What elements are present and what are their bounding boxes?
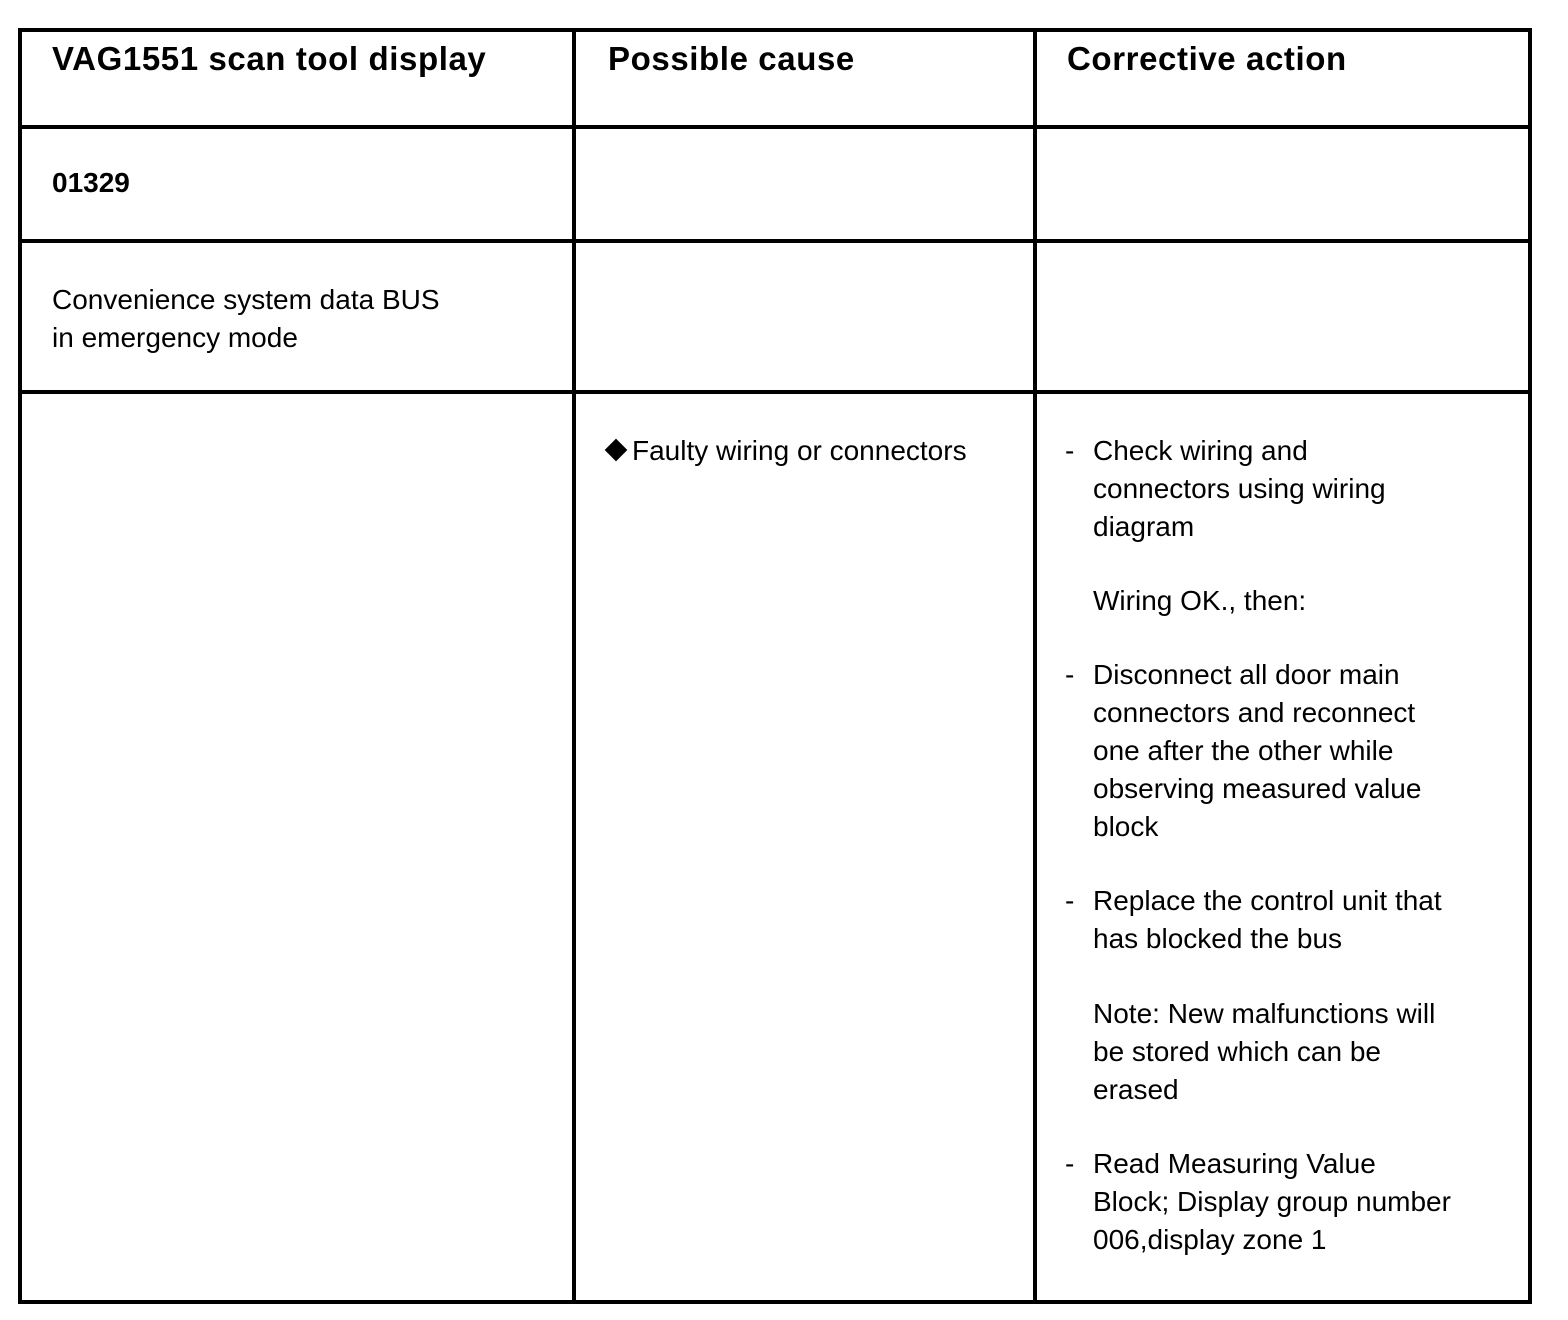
action-note — [1065, 995, 1498, 1109]
fault-description — [20, 241, 574, 392]
action-line: connectors using wiring — [1093, 473, 1386, 504]
table-row — [20, 127, 1530, 241]
action-line: observing measured value — [1093, 773, 1422, 804]
possible-cause-cell — [574, 392, 1035, 1302]
possible-cause-text: Faulty wiring or connectors — [632, 435, 967, 466]
action-line: be stored which can be — [1093, 1036, 1381, 1067]
dash-bullet: - — [1065, 659, 1075, 690]
action-line: Note: New malfunctions will — [1093, 998, 1436, 1029]
fault-table — [18, 28, 1532, 1304]
action-line: block — [1093, 811, 1159, 842]
action-line: erased — [1093, 1074, 1179, 1105]
empty-cell — [574, 241, 1035, 392]
action-step — [1065, 432, 1498, 546]
action-line: Disconnect all door main — [1093, 659, 1400, 690]
action-line: diagram — [1093, 511, 1195, 542]
fault-code: 01329 — [20, 127, 574, 241]
header-corrective-action: Corrective action — [1035, 30, 1530, 127]
empty-cell — [574, 127, 1035, 241]
action-note — [1065, 582, 1498, 620]
action-line: has blocked the bus — [1093, 923, 1343, 954]
action-line: Check wiring and — [1093, 435, 1308, 466]
empty-cell — [20, 392, 574, 1302]
fault-description-line: Convenience system data BUS — [52, 284, 440, 315]
diamond-bullet-icon — [605, 439, 628, 462]
header-possible-cause: Possible cause — [574, 30, 1035, 127]
action-line: Replace the control unit that — [1093, 885, 1442, 916]
action-step — [1065, 656, 1498, 846]
dash-bullet: - — [1065, 885, 1075, 916]
fault-description-line: in emergency mode — [52, 322, 298, 353]
dash-bullet: - — [1065, 1148, 1075, 1179]
action-line: Read Measuring Value — [1093, 1148, 1376, 1179]
action-step — [1065, 882, 1498, 958]
action-line: Wiring OK., then: — [1093, 585, 1307, 616]
action-line: one after the other while — [1093, 735, 1394, 766]
action-step — [1065, 1145, 1498, 1259]
table-row — [20, 241, 1530, 392]
action-line: Block; Display group number — [1093, 1186, 1451, 1217]
action-line: connectors and reconnect — [1093, 697, 1416, 728]
empty-cell — [1035, 127, 1530, 241]
table-row — [20, 392, 1530, 1302]
empty-cell — [1035, 241, 1530, 392]
header-scan-tool-display: VAG1551 scan tool display — [20, 30, 574, 127]
dash-bullet: - — [1065, 435, 1075, 466]
action-line: 006,display zone 1 — [1093, 1224, 1327, 1255]
table-header-row — [20, 30, 1530, 127]
corrective-action-cell — [1035, 392, 1530, 1302]
